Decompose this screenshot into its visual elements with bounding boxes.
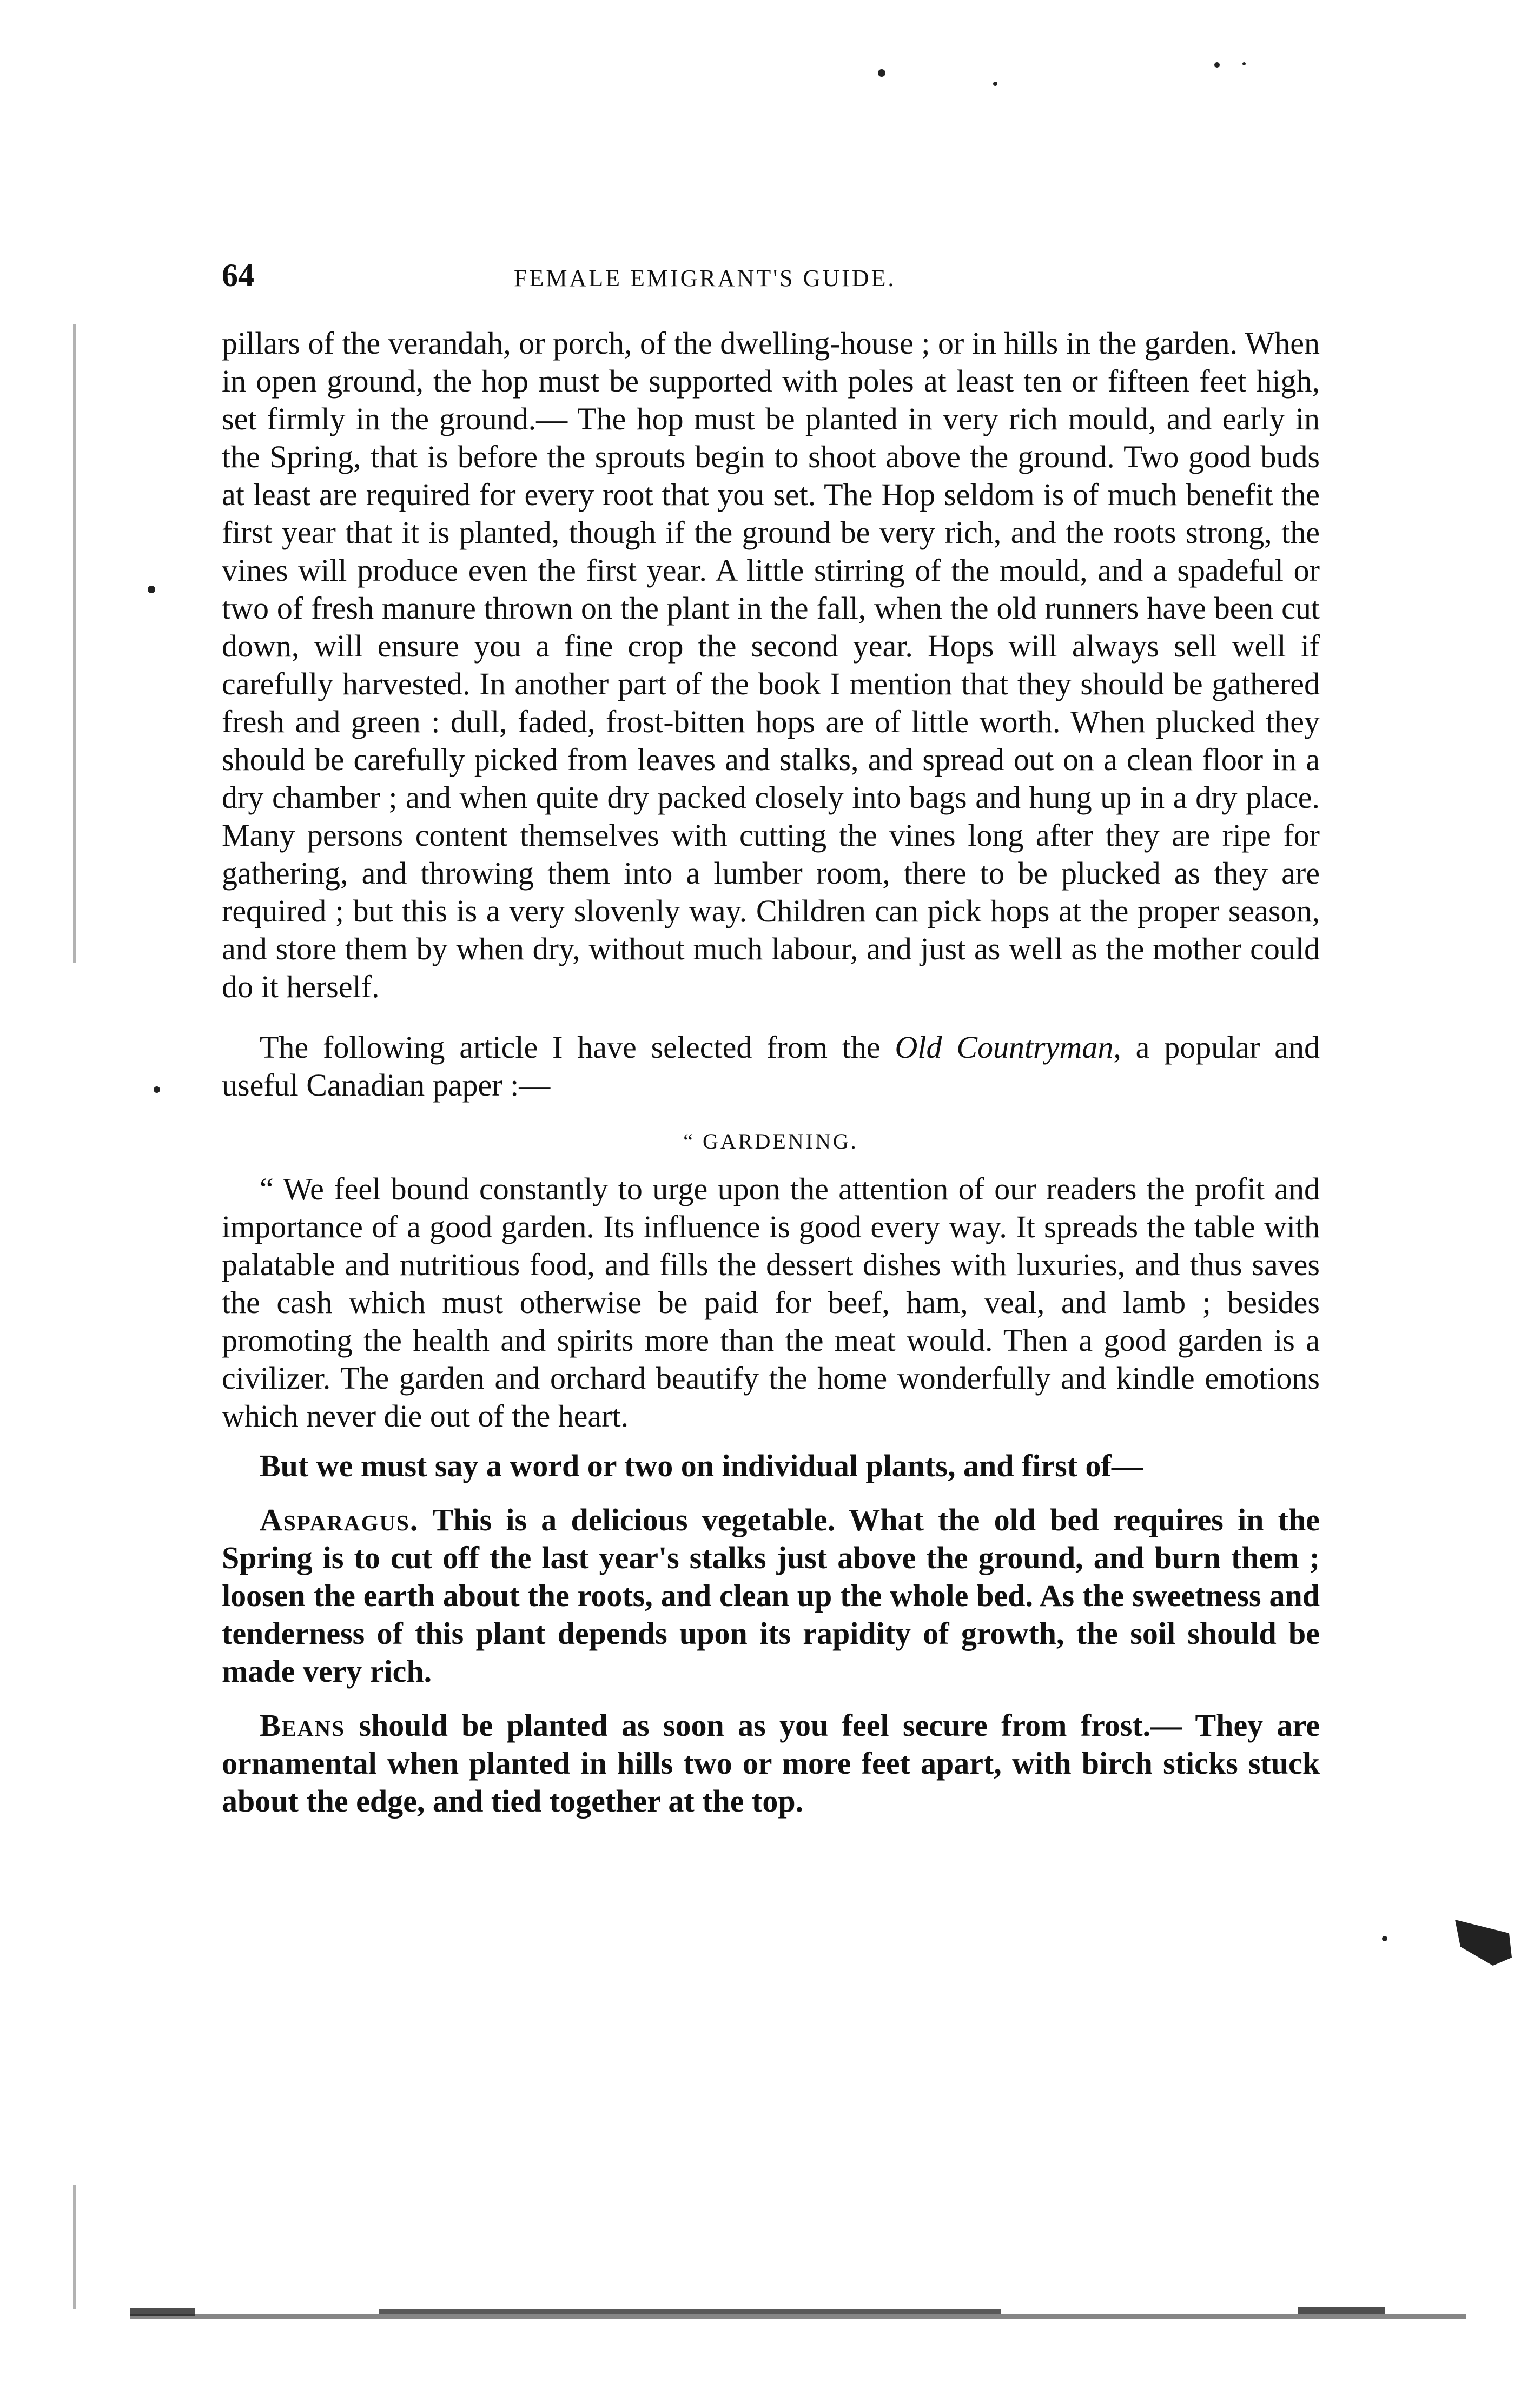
beans-heading: Beans xyxy=(260,1708,346,1743)
page-body xyxy=(222,324,1320,1820)
running-head: FEMALE EMIGRANT'S GUIDE. xyxy=(514,265,896,291)
page-number: 64 xyxy=(222,257,254,293)
asparagus-paragraph xyxy=(222,1501,1320,1690)
gardening-paragraph: “ We feel bound constantly to urge upon the attention of our readers the profit and importance of a good garden. Its influence is good every way. It spreads the table with palatable and nutritious food, and fills the dessert dishes with luxuries, and thus saves the cash which must otherwise be paid for beef, ham, veal, and lamb ; besides promoting the health and spirits more than the meat would. Then a good garden is a civilizer. The garden and orchard beautify the home wonderfully and kindle emotions which never die out of the heart. xyxy=(222,1171,1320,1434)
plants-intro: But we must say a word or two on individual plants, and first of— xyxy=(260,1448,1143,1483)
beans-text: should be planted as soon as you feel secure from frost.— They are ornamental when planted in hills two or more feet apart, with birch sticks stuck about the edge, and tied together at the top. xyxy=(222,1708,1320,1819)
beans-paragraph xyxy=(222,1707,1320,1820)
hops-paragraph: pillars of the verandah, or porch, of the dwelling-house ; or in hills in the garden. When in open ground, the hop must be supported with poles at least ten or fifteen feet high, set firmly in the ground.— The hop must be planted in very rich mould, and early in the Spring, that is before the sprouts begin to shoot above the ground. Two good buds at least are required for every root that you set. The Hop seldom is of much benefit the first year that it is planted, though if the ground be very rich, and the roots strong, the vines will produce even the first year. A little stirring of the mould, and a spadeful or two of fresh manure thrown on the plant in the fall, when the old runners have been cut down, will ensure you a fine crop the second year. Hops will always sell well if carefully harvested. In another part of the book I mention that they should be gathered fresh and green : dull, faded, frost-bitten hops are of little worth. When plucked they should be carefully picked from leaves and stalks, and spread out on a clean floor in a dry chamber ; and when quite dry packed closely into bags and hung up in a dry place. Many persons content themselves with cutting the vines long after they are ripe for gathering, and throwing them into a lumber room, there to be plucked as they are required ; but this is a very slovenly way. Children can pick hops at the proper season, and store them by when dry, without much labour, and just as well as the mother could do it herself. xyxy=(222,326,1320,1004)
asparagus-text: This is a delicious vegetable. What the old bed requires in the Spring is to cut off the last year's stalks just above the ground, and burn them ; loosen the earth about the roots, and clean up the whole bed. As the sweetness and tenderness of this plant depends upon its rapidity of growth, the soil should be made very rich. xyxy=(222,1502,1320,1689)
article-intro xyxy=(222,1029,1320,1104)
source-title: Old Countryman xyxy=(895,1030,1114,1065)
asparagus-heading: Asparagus. xyxy=(260,1502,419,1537)
article-intro-tail: , a popular and useful Canadian paper :— xyxy=(222,1030,1320,1103)
section-heading: “ GARDENING. xyxy=(683,1129,858,1153)
page-header xyxy=(222,257,1320,300)
article-intro-text: The following article I have selected from the xyxy=(260,1030,895,1065)
